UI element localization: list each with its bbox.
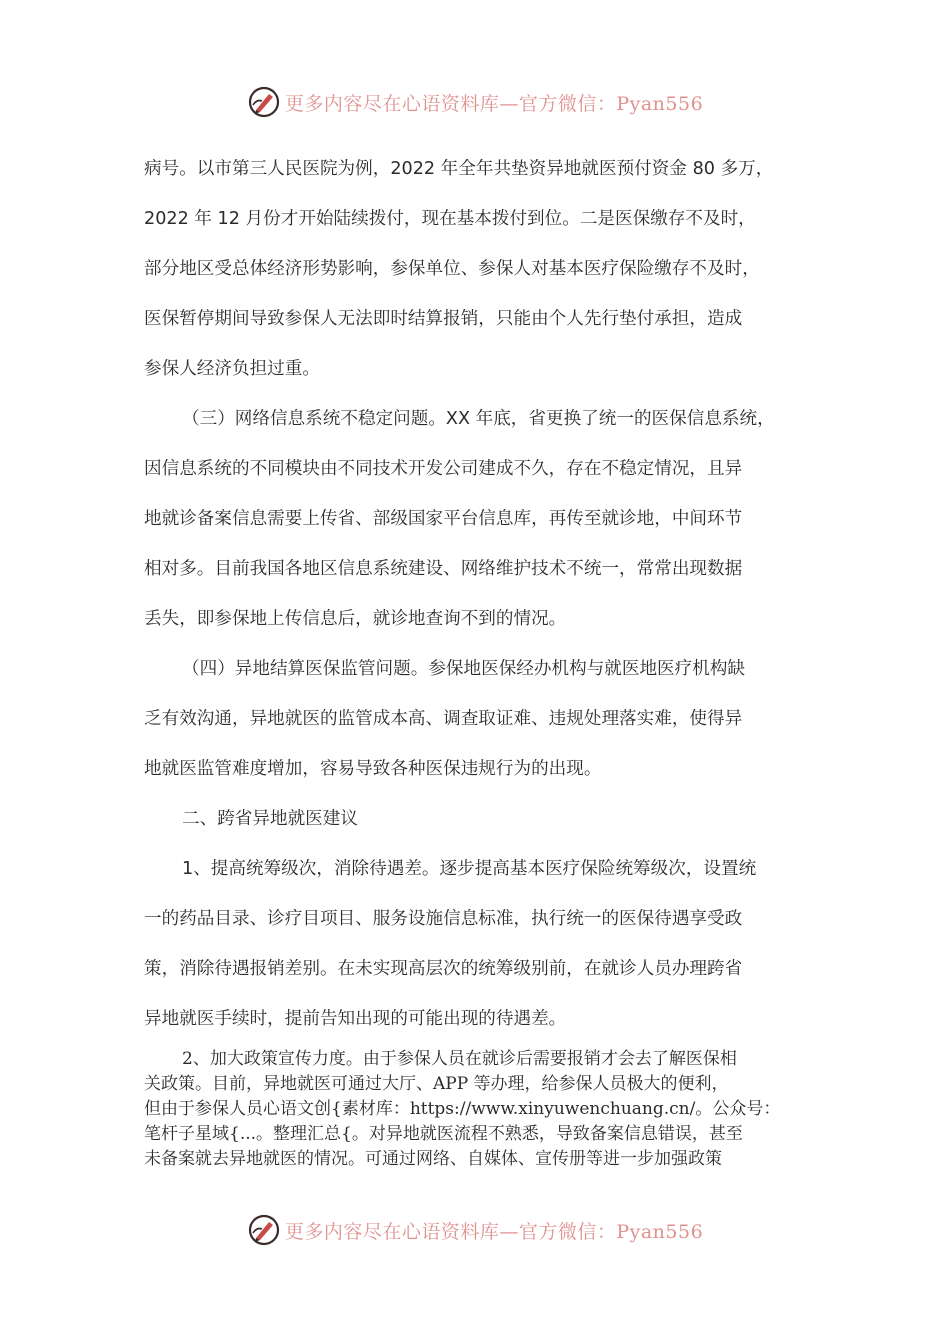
text-line-16: 一的药品目录、诊疗目项目、服务设施信息标准，执行统一的医保待遇享受政 bbox=[144, 909, 743, 929]
text-line-8: 地就诊备案信息需要上传省、部级国家平台信息库，再传至就诊地，中间环节 bbox=[144, 509, 743, 529]
text-line-17: 策，消除待遇报销差别。在未实现高层次的统筹级别前，在就诊人员办理跨省 bbox=[144, 959, 743, 979]
serif-line-4: 笔杆子星域{...。整理汇总{。对异地就医流程不熟悉，导致备案信息错误，甚至 bbox=[144, 1124, 743, 1144]
serif-line-5: 未备案就去异地就医的情况。可通过网络、自媒体、宣传册等进一步加强政策 bbox=[144, 1149, 722, 1169]
section-heading-four: （四）异地结算医保监管问题。参保地医保经办机构与就医地医疗机构缺 bbox=[182, 659, 746, 679]
header-banner bbox=[0, 82, 950, 122]
text-line-13: 地就医监管难度增加，容易导致各种医保违规行为的出现。 bbox=[144, 759, 602, 779]
footer-banner bbox=[0, 1210, 950, 1250]
text-line-10: 丢失，即参保地上传信息后，就诊地查询不到的情况。 bbox=[144, 609, 567, 629]
text-line-12: 乏有效沟通，异地就医的监管成本高、调查取证难、违规处理落实难，使得异 bbox=[144, 709, 743, 729]
section-heading-suggestions: 二、跨省异地就医建议 bbox=[182, 809, 358, 829]
text-line-4: 医保暂停期间导致参保人无法即时结算报销，只能由个人先行垫付承担，造成 bbox=[144, 309, 743, 329]
text-line-1: 病号。以市第三人民医院为例，2022 年全年共垫资异地就医预付资金 80 多万， bbox=[144, 159, 774, 179]
serif-line-1: 2、加大政策宣传力度。由于参保人员在就诊后需要报销才会去了解医保相 bbox=[182, 1049, 737, 1069]
footer-banner-text: 更多内容尽在心语资料库—官方微信：Pyan556 bbox=[284, 1220, 704, 1243]
pen-logo-icon bbox=[247, 85, 281, 119]
pen-logo-icon bbox=[247, 1213, 281, 1247]
text-line-3: 部分地区受总体经济形势影响，参保单位、参保人对基本医疗保险缴存不及时， bbox=[144, 259, 760, 279]
text-line-5: 参保人经济负担过重。 bbox=[144, 359, 320, 379]
document-body bbox=[144, 144, 824, 1044]
header-banner-text: 更多内容尽在心语资料库—官方微信：Pyan556 bbox=[284, 92, 704, 115]
serif-line-2: 关政策。目前，异地就医可通过大厅、APP 等办理，给参保人员极大的便利， bbox=[144, 1074, 729, 1094]
text-line-18: 异地就医手续时，提前告知出现的可能出现的待遇差。 bbox=[144, 1009, 567, 1029]
text-line-7: 因信息系统的不同模块由不同技术开发公司建成不久，存在不稳定情况，且异 bbox=[144, 459, 743, 479]
suggestion-two-block bbox=[144, 1047, 824, 1172]
serif-line-3: 但由于参保人员心语文创{素材库：https://www.xinyuwenchuang.cn/。公众号： bbox=[144, 1099, 781, 1119]
section-heading-three: （三）网络信息系统不稳定问题。XX 年底，省更换了统一的医保信息系统， bbox=[182, 409, 775, 429]
text-line-9: 相对多。目前我国各地区信息系统建设、网络维护技术不统一，常常出现数据 bbox=[144, 559, 743, 579]
suggestion-one-line-1: 1、提高统筹级次，消除待遇差。逐步提高基本医疗保险统筹级次，设置统 bbox=[182, 859, 757, 879]
text-line-2: 2022 年 12 月份才开始陆续拨付，现在基本拨付到位。二是医保缴存不及时， bbox=[144, 209, 756, 229]
